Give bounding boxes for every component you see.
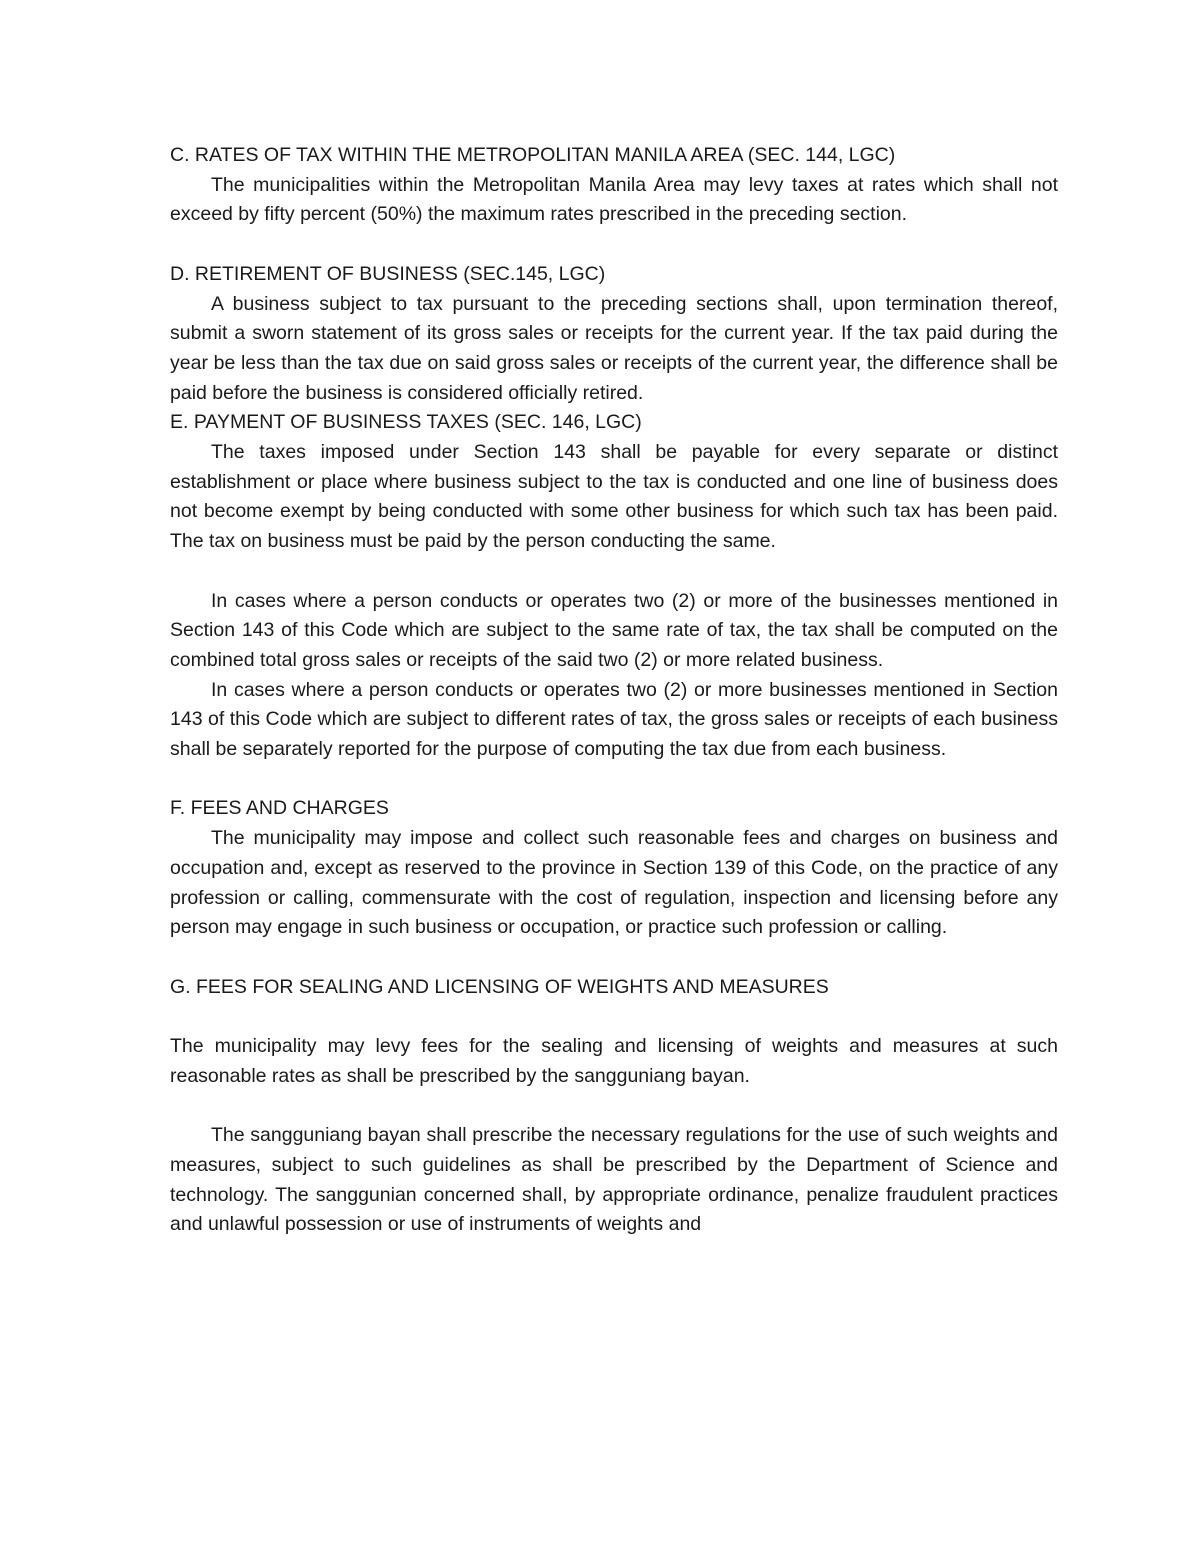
spacer [170,557,1058,587]
section-e-heading: E. PAYMENT OF BUSINESS TAXES (SEC. 146, LGC) [170,411,642,434]
section-e-paragraph-1: The taxes imposed under Section 143 shall be payable for every separate or distinct establishment or place where business subject to the tax is conducted and one line of business does not become exempt by being conducted with some other business for which such tax has been paid. The tax on business must be paid by the person conducting the same. [170,441,1058,553]
section-g-heading: G. FEES FOR SEALING AND LICENSING OF WEIGHTS AND MEASURES [170,975,829,998]
spacer [170,1091,1058,1121]
section-d-heading: D. RETIREMENT OF BUSINESS (SEC.145, LGC) [170,262,606,285]
section-g-paragraph-2: The sangguniang bayan shall prescribe the necessary regulations for the use of such weights and measures, subject to such guidelines as shall be prescribed by the Department of Science and technology. The sanggunian concerned shall, by appropriate ordinance, penalize fraudulent practices and unlawful possession or use of instruments of weights and [170,1124,1058,1236]
section-c-heading: C. RATES OF TAX WITHIN THE METROPOLITAN MANILA AREA (SEC. 144, LGC) [170,144,896,166]
section-c-paragraph: The municipalities within the Metropolitan Manila Area may levy taxes at rates which shall not exceed by fifty percent (50%) the maximum rates prescribed in the preceding section. [170,173,1058,226]
spacer [170,1002,1058,1032]
section-e-paragraph-3: In cases where a person conducts or operates two (2) or more businesses mentioned in Section 143 of this Code which are subject to different rates of tax, the gross sales or receipts of each business shall be separately reported for the purpose of computing the tax due from each business. [170,678,1058,761]
document-page [170,141,1058,1240]
section-d-paragraph: A business subject to tax pursuant to the preceding sections shall, upon termination thereof, submit a sworn statement of its gross sales or receipts for the current year. If the tax paid during the year be less than the tax due on said gross sales or receipts of the current year, the difference shall be paid before the business is considered officially retired. [170,292,1058,404]
section-f-heading: F. FEES AND CHARGES [170,797,389,820]
section-e-paragraph-2: In cases where a person conducts or operates two (2) or more of the businesses mentioned in Section 143 of this Code which are subject to the same rate of tax, the tax shall be computed on the combined total gross sales or receipts of the said two (2) or more related business. [170,589,1058,671]
section-g-paragraph-1: The municipality may levy fees for the sealing and licensing of weights and measures at such reasonable rates as shall be prescribed by the sangguniang bayan. [170,1035,1058,1087]
spacer [170,765,1058,795]
section-f-paragraph: The municipality may impose and collect such reasonable fees and charges on business and occupation and, except as reserved to the province in Section 139 of this Code, on the practice of any profession or calling, commensurate with the cost of regulation, inspection and licensing before any person may engage in such business or occupation, or practice such profession or calling. [170,827,1058,939]
spacer [170,230,1058,260]
spacer [170,943,1058,973]
